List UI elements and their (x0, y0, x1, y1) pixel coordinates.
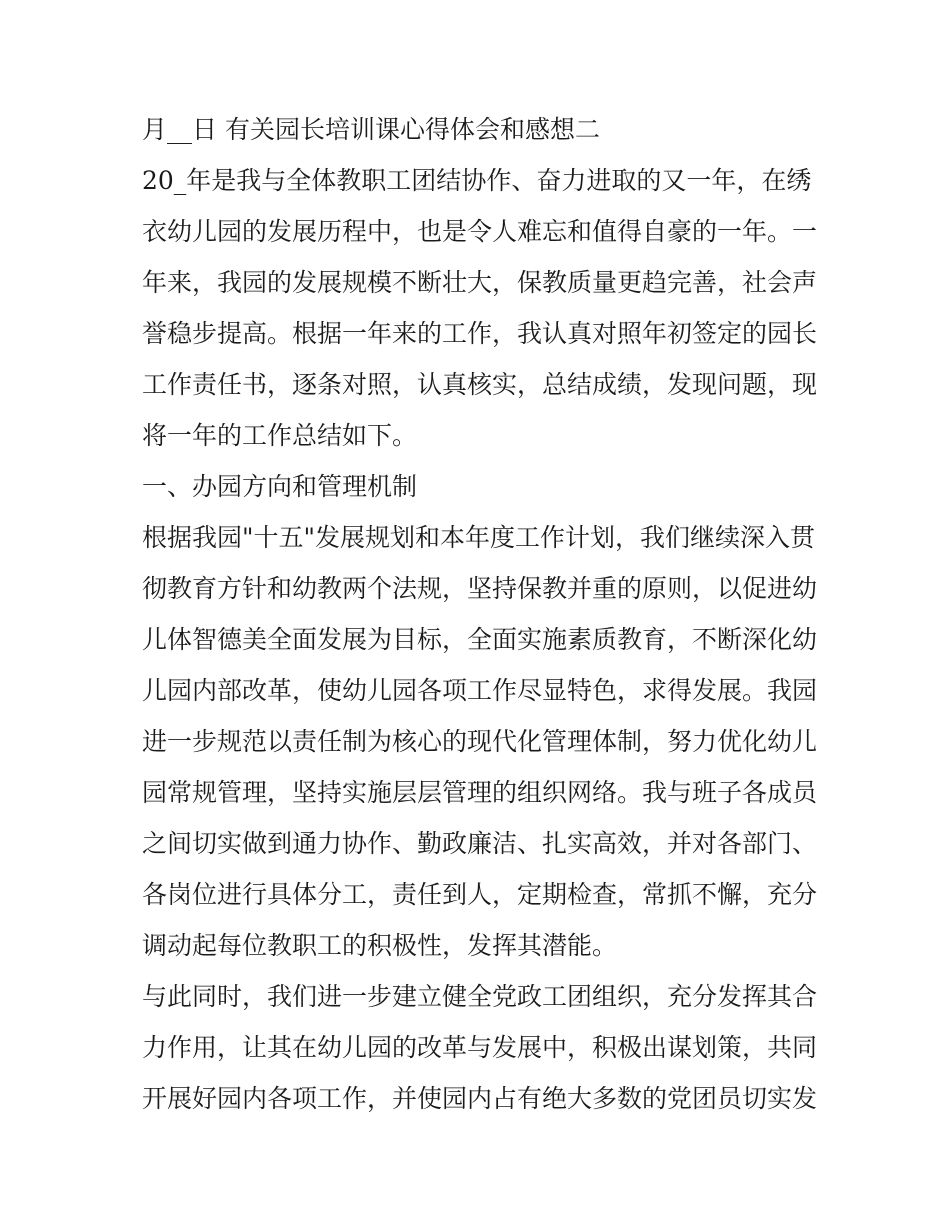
document-body (142, 110, 822, 1130)
text-line: 年来，我园的发展规模不断壮大，保教质量更趋完善，社会声 (142, 268, 818, 297)
text-line: 调动起每位教职工的积极性，发挥其潜能。 (142, 931, 618, 960)
text-line: 儿体智德美全面发展为目标，全面实施素质教育，不断深化幼 (142, 625, 818, 654)
text-line: 20_年是我与全体教职工团结协作、奋力进取的又一年，在绣 (142, 166, 812, 195)
text-line: 誉稳步提高。根据一年来的工作，我认真对照年初签定的园长 (142, 319, 818, 348)
section-heading-text: 一、办园方向和管理机制 (142, 472, 418, 501)
text-line: 工作责任书，逐条对照，认真核实，总结成绩，发现问题，现 (142, 370, 818, 399)
text-line: 之间切实做到通力协作、勤政廉洁、扎实高效，并对各部门、 (142, 829, 818, 858)
text-line: 各岗位进行具体分工，责任到人，定期检查，常抓不懈，充分 (142, 880, 818, 909)
text-line: 衣幼儿园的发展历程中，也是令人难忘和值得自豪的一年。一 (142, 217, 818, 246)
paragraph-management (142, 518, 822, 977)
paragraph-intro (142, 161, 822, 467)
text-line: 园常规管理，坚持实施层层管理的组织网络。我与班子各成员 (142, 778, 818, 807)
text-line: 开展好园内各项工作，并使园内占有绝大多数的党团员切实发 (142, 1084, 818, 1113)
text-line: 将一年的工作总结如下。 (142, 421, 418, 450)
text-line: 进一步规范以责任制为核心的现代化管理体制，努力优化幼儿 (142, 727, 818, 756)
text-line: 根据我园"十五"发展规划和本年度工作计划，我们继续深入贯 (142, 523, 816, 552)
document-title: 月__日 有关园长培训课心得体会和感想二 (142, 115, 600, 144)
text-line: 力作用，让其在幼儿园的改革与发展中，积极出谋划策，共同 (142, 1033, 818, 1062)
text-line: 彻教育方针和幼教两个法规，坚持保教并重的原则，以促进幼 (142, 574, 818, 603)
section-heading (142, 467, 822, 518)
paragraph-party-organization (142, 977, 822, 1130)
text-line: 与此同时，我们进一步建立健全党政工团组织，充分发挥其合 (142, 982, 818, 1011)
text-line: 儿园内部改革，使幼儿园各项工作尽显特色，求得发展。我园 (142, 676, 818, 705)
